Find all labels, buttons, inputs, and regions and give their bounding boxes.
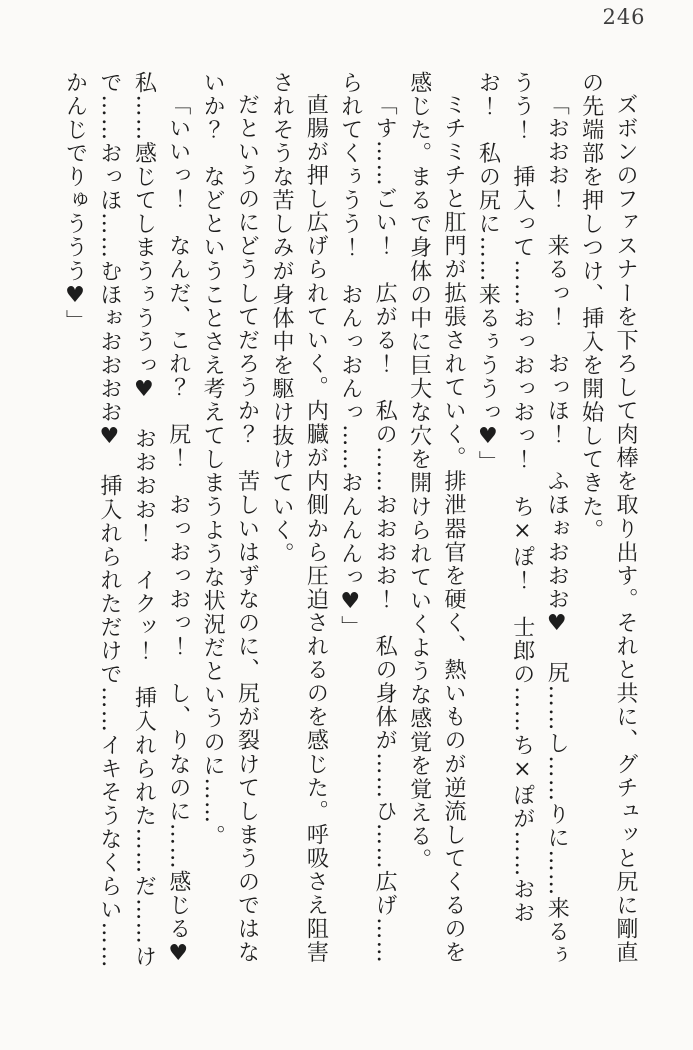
paragraph-dialogue-3: 「いいっ！ なんだ、これ？ 尻！ おっおっおっ！ し、りなのに……感じる♥ 私……感じてしまうぅううっ♥ おおおお！ イクッ！ 挿入れられた……だ……けで……おっほ……むほぉおおおお♥ 挿入れられただけで……イキそうなくらい……かんじでりゅううう♥」 xyxy=(62,71,191,991)
paragraph-narration-4: だというのにどうしてだろうか？ 苦しいはずなのに、尻が裂けてしまうのではないか？ などということさえ考えてしまうような状況だというのに……。 xyxy=(200,71,260,965)
vertical-text-block xyxy=(57,71,642,991)
paragraph-dialogue-2: 「す……ごい！ 広がる！ 私の……おおおお！ 私の身体が……ひ……広げ……られてくぅうう！ おんっおんっ……おんんんっ♥」 xyxy=(337,71,398,965)
paragraph-narration-1: ズボンのファスナーを下ろして肉棒を取り出す。それと共に、グチュッと尻に剛直の先端部を押しつけ、挿入を開始してきた。 xyxy=(578,71,638,965)
page-number: 246 xyxy=(602,5,646,29)
paragraph-narration-3: 直腸が押し広げられていく。内臓が内側から圧迫されるのを感じた。呼吸さえ阻害されそうな苦しみが身体中を駆け抜けていく。 xyxy=(268,71,329,965)
paragraph-dialogue-1: 「おおお！ 来るっ！ おっほ！ ふほぉおおお♥ 尻……し……りに……来るぅうう！ 挿入って……おっおっおっ！ ち×ぽ！ 士郎の……ち×ぽが……おおお！ 私の尻に……来るぅううっ♥」 xyxy=(475,71,570,968)
paragraph-narration-2: ミチミチと肛門が拡張されていく。排泄器官を硬く、熱いものが逆流してくるのを感じた。まるで身体の中に巨大な穴を開けられていくような感覚を覚える。 xyxy=(406,71,466,965)
